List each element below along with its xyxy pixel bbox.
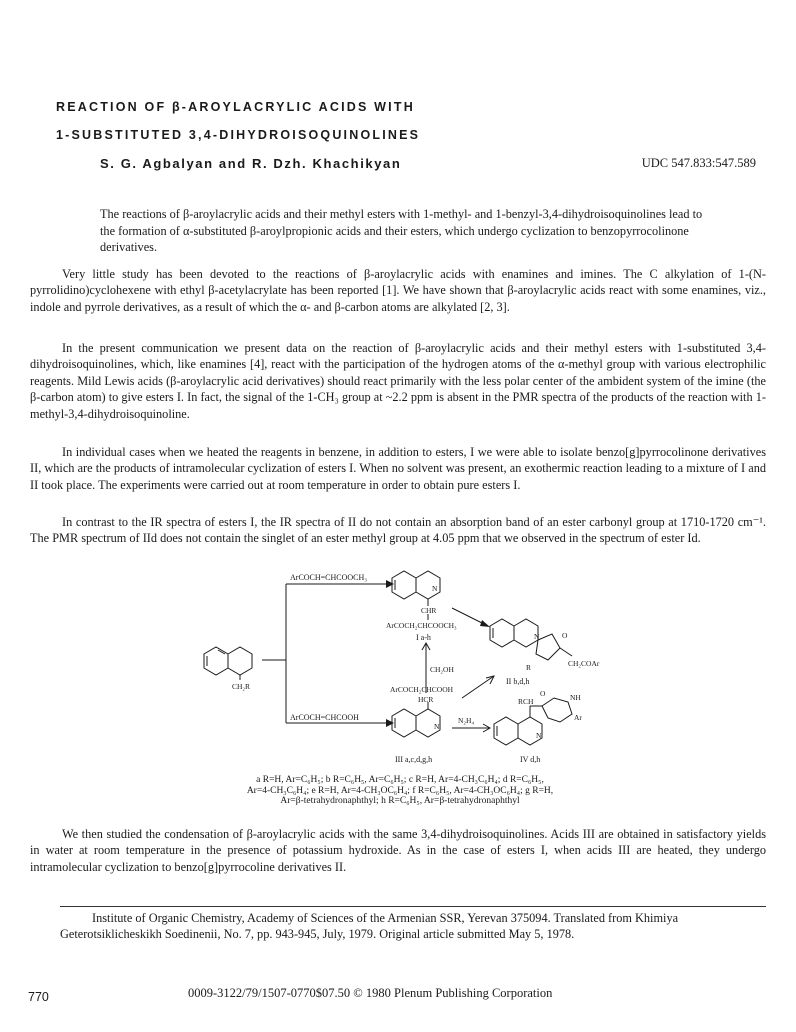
ii-benzene-ring [490,619,514,647]
paragraph-1: Very little study has been devoted to the reactions of β-aroylacrylic acids with enamines and imines. The C alkylation of 1-(N-pyrrolidino)cyclohexene with ethyl β-acetylacrylate has been reported [1]. We have shown that β-aroylacrylic acids react with some enamines, viz., indole and pyrrole derivatives, as a result of which the α- and β-carbon atoms are alkylated [2, 3]. [30,267,766,314]
acid-substituent-1: ArCOCH₂CHCOOH [390,685,454,694]
i-benzene-ring [392,571,416,599]
arrowhead-bottom [386,719,394,727]
ch2oh-label: CH₂OH [430,665,454,674]
i-substituent-2: ArCOCH₂CHCOOCH₃ [386,621,457,630]
reaction-scheme [190,568,610,780]
footnote: Institute of Organic Chemistry, Academy of Sciences of the Armenian SSR, Yerevan 375094. Translated from Khimiya Geterotsiklicheskikh Soedinenii, No. 7, pp. 943-945, July, 1979. Original article submitted May 5, 1978. [60,911,679,942]
legend-line-2: Ar=4-CH₃C₆H₄; e R=H, Ar=4-CH₃OC₆H₄; f R=C₆H₅, Ar=4-CH₃OC₆H₄; g R=H, [246,785,554,796]
ii-side-chain: CH₂COAr [568,659,600,668]
authors: S. G. Agbalyan and R. Dzh. Khachikyan [100,156,402,171]
iv-compound-label: IV d,h [520,755,541,764]
article-title-line-2: 1-SUBSTITUTED 3,4-DIHYDROISOQUINOLINES [56,128,421,142]
i-ring-nitrogen: N [432,584,438,593]
page-number: 770 [28,990,49,1004]
start-dihydro-ring [228,647,252,675]
iii-benzene-ring [392,709,416,737]
legend-line-3: Ar=β-tetrahydronaphthyl; h R=C₆H₅, Ar=β-tetrahydronaphthyl [280,796,520,806]
iv-rch: RCH [518,697,534,706]
paragraph-5: We then studied the condensation of β-aroylacrylic acids with the same 3,4-dihydroisoquinolines. Acids III are obtained in satisfactory yields in water at room temperature in the presence of potassium hydroxide. As in the case of esters I, when acids III are heated, they undergo intramolecular cyclization to benzo[g]pyrrocoline derivatives II. [30,827,766,874]
iii-compound-label: III a,c,d,g,h [395,755,433,764]
footnote-rule [60,906,766,907]
ii-carbonyl-o: O [562,631,568,640]
iv-ring-nitrogen: N [536,731,542,740]
i-substituent-1: CHR [421,606,437,615]
ii-pyrrolone-ring [536,634,560,660]
arrowhead-i-to-ii [480,620,490,627]
paragraph-3: In individual cases when we heated the reagents in benzene, in addition to esters, I we were able to isolate benzo[g]pyrrocolinone derivatives II, which are the products of intramolecular cyclization of esters I. When no solvent was present, an exothermic reaction leading to a mixture of I and II took place. The experiments were carried out at room temperature in order to obtain pure esters I. [30,445,766,492]
udc-code: UDC 547.833:547.589 [641,156,756,170]
scheme-legend [150,775,650,807]
start-substituent: CH₂R [232,682,251,691]
iv-nh: NH [570,693,581,702]
i-compound-label: I a-h [416,633,431,642]
reagent-ester-label: ArCOCH=CHCOOCH₃ [290,573,368,582]
iv-ar: Ar [574,713,582,722]
start-benzene-ring [204,647,228,675]
paragraph-4: In contrast to the IR spectra of esters I, the IR spectra of II do not contain an absorption band of an ester carbonyl group at 1710-1720 cm⁻¹. The PMR spectrum of IId does not contain the singlet of an ester methyl group at 4.05 ppm that we observed in the spectrum of ester Id. [30,515,766,546]
copyright-line: 0009-3122/79/1507-0770$07.50 © 1980 Plenum Publishing Corporation [188,986,553,1000]
iii-ring-nitrogen: N [434,722,440,731]
acid-substituent-2: HCR [418,695,434,704]
ii-compound-label: II b,d,h [506,677,530,686]
article-title-line-1: REACTION OF β-AROYLACRYLIC ACIDS WITH [56,100,415,114]
arrowhead-top [386,580,394,588]
iv-pyridazinone-ring [542,698,572,722]
iv-carbonyl-o: O [540,689,546,698]
paragraph-2: In the present communication we present data on the reaction of β-aroylacrylic acids and their methyl esters with 1-substituted 3,4-dihydroisoquinolines, which, like enamines [4], react with the participation of the hydrogen atoms of the α-methyl group with various electrophilic reagents. Mild Lewis acids (β-aroylacrylic acid derivatives) should react primarily with the less polar center of the ambident system of the imine (the β-carbon atom) to give esters I. In fact, the signal of the 1-CH₃ group at ~2.2 ppm is absent in the PMR spectra of the products of the reaction with 1-methyl-3,4-dihydroisoquinoline. [30,341,766,421]
ii-r-group: R [526,663,532,672]
ii-ring-nitrogen: N [534,632,540,641]
abstract: The reactions of β-aroylacrylic acids and their methyl esters with 1-methyl- and 1-benzyl-3,4-dihydroisoquinolines lead to the formation of α-substituted β-aroylpropionic acids and their esters, which undergo cyclization to benzopyrrocolinone derivatives. [100,207,703,255]
iv-benzene-ring [494,717,518,745]
legend-line-1: a R=H, Ar=C₆H₅; b R=C₆H₅, Ar=C₆H₅; c R=H, Ar=4-CH₃C₆H₄; d R=C₆H₅, [256,775,544,785]
reagent-acid-label: ArCOCH=CHCOOH [290,713,359,722]
n2h4-label: N₂H₄ [458,716,475,725]
